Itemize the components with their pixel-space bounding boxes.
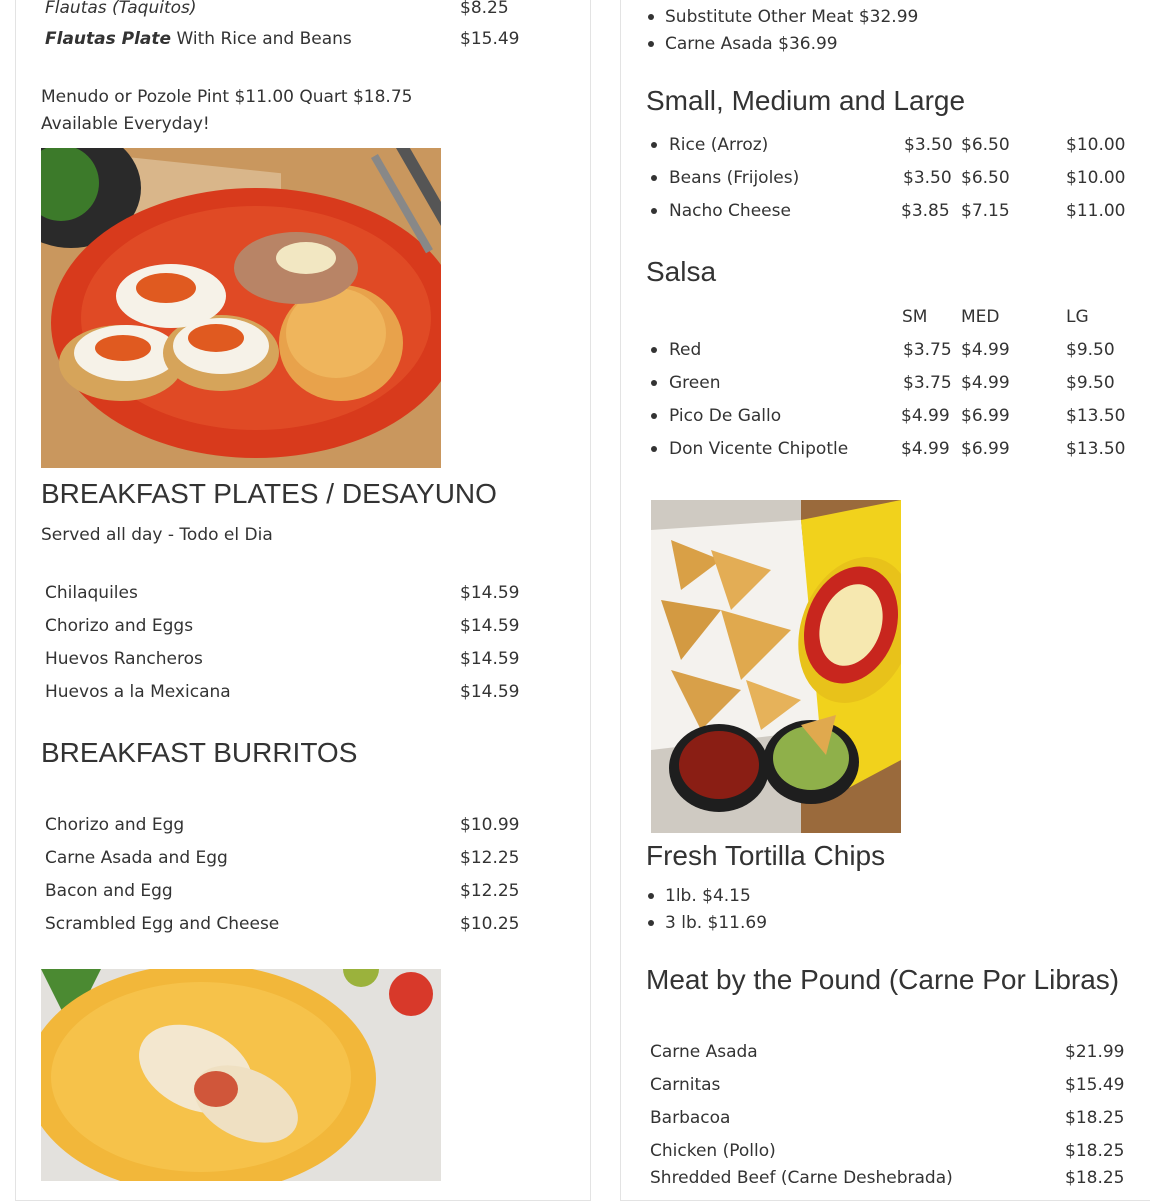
salsa-price-sm: $4.99 <box>901 406 950 426</box>
menu-item-name: Chorizo and Egg <box>45 815 185 835</box>
meat-item-name: Shredded Beef (Carne Deshebrada) <box>650 1168 953 1188</box>
breakfast-burritos-title: BREAKFAST BURRITOS <box>41 737 358 768</box>
side-item-name: Beans (Frijoles) <box>669 168 800 188</box>
sizes-title: Small, Medium and Large <box>646 85 966 116</box>
meat-item-name: Carnitas <box>650 1075 721 1095</box>
salsa-price-med: $4.99 <box>961 340 1010 360</box>
flautas-plate-row <box>45 28 352 50</box>
salsa-header-lg: LG <box>1066 307 1089 327</box>
salsa-name: Pico De Gallo <box>669 406 782 426</box>
burrito-plate-photo <box>41 969 441 1181</box>
salsa-name: Green <box>669 373 721 393</box>
side-price-med: $6.50 <box>961 135 1010 155</box>
flautas-plate-desc: With Rice and Beans <box>176 29 352 49</box>
salsa-name: Don Vicente Chipotle <box>669 439 849 459</box>
flautas-price: $8.25 <box>460 0 509 18</box>
list-bullet <box>648 41 654 47</box>
menu-item-name: Huevos Rancheros <box>45 649 203 669</box>
list-bullet <box>648 893 654 899</box>
side-price-sm: $3.85 <box>901 201 950 221</box>
menu-item-name: Chilaquiles <box>45 583 138 603</box>
list-bullet <box>651 380 657 386</box>
list-item: Carne Asada $36.99 <box>665 34 838 54</box>
side-price-lg: $11.00 <box>1066 201 1126 221</box>
side-price-med: $6.50 <box>961 168 1010 188</box>
salsa-price-sm: $3.75 <box>903 340 952 360</box>
list-bullet <box>651 142 657 148</box>
breakfast-plates-title: BREAKFAST PLATES / DESAYUNO <box>41 478 497 509</box>
menu-item-name: Scrambled Egg and Cheese <box>45 914 280 934</box>
meat-item-price: $18.25 <box>1065 1168 1125 1188</box>
salsa-price-sm: $3.75 <box>903 373 952 393</box>
salsa-price-sm: $4.99 <box>901 439 950 459</box>
meat-item-price: $21.99 <box>1065 1042 1125 1062</box>
flautas-plate-price: $15.49 <box>460 29 520 49</box>
salsa-price-lg: $13.50 <box>1066 439 1126 459</box>
side-price-lg: $10.00 <box>1066 135 1126 155</box>
side-item-name: Nacho Cheese <box>669 201 791 221</box>
meat-pound-title: Meat by the Pound (Carne Por Libras) <box>646 964 1120 995</box>
menu-item-price: $12.25 <box>460 881 520 901</box>
salsa-title: Salsa <box>646 256 717 287</box>
chips-salsa-photo <box>651 500 901 833</box>
list-bullet <box>651 347 657 353</box>
chips-item: 3 lb. $11.69 <box>665 913 768 933</box>
list-bullet <box>651 446 657 452</box>
salsa-header-med: MED <box>961 307 1000 327</box>
side-price-sm: $3.50 <box>904 135 953 155</box>
list-bullet <box>651 413 657 419</box>
side-item-name: Rice (Arroz) <box>669 135 769 155</box>
salsa-price-lg: $9.50 <box>1066 340 1115 360</box>
menu-item-price: $10.25 <box>460 914 520 934</box>
salsa-price-med: $6.99 <box>961 406 1010 426</box>
menu-item-price: $10.99 <box>460 815 520 835</box>
meat-item-name: Carne Asada <box>650 1042 758 1062</box>
salsa-header-sm: SM <box>902 307 928 327</box>
list-bullet <box>648 14 654 20</box>
side-price-med: $7.15 <box>961 201 1010 221</box>
menudo-line: Menudo or Pozole Pint $11.00 Quart $18.75 <box>41 87 413 107</box>
list-item: Substitute Other Meat $32.99 <box>665 7 919 27</box>
meat-item-name: Barbacoa <box>650 1108 731 1128</box>
meat-item-price: $18.25 <box>1065 1108 1125 1128</box>
chips-item: 1lb. $4.15 <box>665 886 751 906</box>
menu-item-name: Bacon and Egg <box>45 881 173 901</box>
salsa-price-lg: $9.50 <box>1066 373 1115 393</box>
menu-item-price: $12.25 <box>460 848 520 868</box>
salsa-name: Red <box>669 340 702 360</box>
menu-item-name: Huevos a la Mexicana <box>45 682 231 702</box>
salsa-price-lg: $13.50 <box>1066 406 1126 426</box>
flautas-plate-name: Flautas Plate <box>45 29 172 49</box>
menu-item-name: Chorizo and Eggs <box>45 616 194 636</box>
meat-item-price: $18.25 <box>1065 1141 1125 1161</box>
salsa-price-med: $4.99 <box>961 373 1010 393</box>
flautas-name: Flautas (Taquitos) <box>45 0 197 18</box>
menu-item-price: $14.59 <box>460 682 520 702</box>
side-price-lg: $10.00 <box>1066 168 1126 188</box>
chips-title: Fresh Tortilla Chips <box>646 840 886 871</box>
huevos-plate-photo <box>41 148 441 468</box>
meat-item-name: Chicken (Pollo) <box>650 1141 776 1161</box>
menu-item-price: $14.59 <box>460 649 520 669</box>
side-price-sm: $3.50 <box>903 168 952 188</box>
menu-item-name: Carne Asada and Egg <box>45 848 228 868</box>
breakfast-plates-subtitle: Served all day - Todo el Dia <box>41 525 273 545</box>
meat-item-price: $15.49 <box>1065 1075 1125 1095</box>
list-bullet <box>651 208 657 214</box>
list-bullet <box>651 175 657 181</box>
menu-item-price: $14.59 <box>460 583 520 603</box>
list-bullet <box>648 920 654 926</box>
menu-item-price: $14.59 <box>460 616 520 636</box>
menudo-availability: Available Everyday! <box>41 114 210 134</box>
salsa-price-med: $6.99 <box>961 439 1010 459</box>
